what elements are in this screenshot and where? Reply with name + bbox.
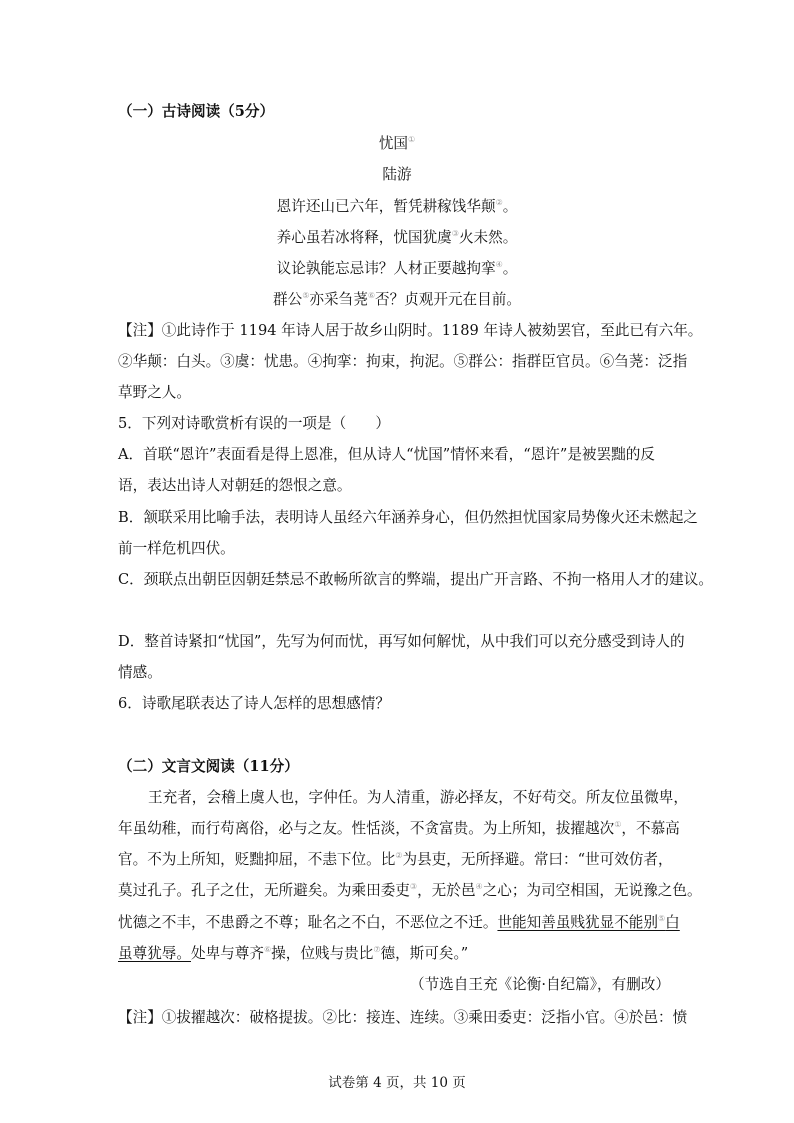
poem-text: 。 (502, 260, 518, 277)
option-c: C．颈联点出朝臣因朝廷禁忌不敢畅所欲言的弊端，提出广开言路、不拘一格用人才的建议。 (118, 571, 713, 588)
footnote-marker: ⑥ (263, 945, 272, 955)
passage-text: 忧德之不丰，不患爵之不尊；耻名之不白，不恶位之不迁。 (118, 914, 498, 931)
passage-line (118, 881, 702, 901)
poem-note: 【注】①此诗作于 1194 年诗人居于故乡山阴时。1189 年诗人被劾罢官，至此已有六年。 (118, 322, 703, 339)
question-5-stem: 5．下列对诗歌赏析有误的一项是（ ） (118, 415, 390, 432)
poem-text: 恩许还山已六年，暂凭耕稼饯华颠 (276, 198, 496, 215)
passage-text: 世能知善虽贱犹显不能别 (497, 914, 658, 931)
footnote-marker: ⑤ (658, 914, 666, 924)
poem-text: 火未然。 (458, 229, 518, 246)
passage-text: 之心；为司空相国，无说豫之色。 (482, 882, 702, 899)
passage-text: 操，位贱与贵比 (271, 945, 374, 962)
section-heading-poetry: （一）古诗阅读（5分） (118, 103, 275, 120)
footnote-marker: ⑥ (367, 291, 375, 301)
question-6: 6．诗歌尾联表达了诗人怎样的思想感情？ (118, 695, 390, 712)
section-heading-classical: （二）文言文阅读（11分） (118, 758, 299, 775)
passage-line (118, 850, 673, 870)
footnote-marker: ④ (475, 882, 483, 892)
poem-title-text: 忧国 (378, 135, 409, 152)
passage-text: 莫过孔子。孔子之仕，无所避矣。为乘田委吏 (118, 882, 410, 899)
poem-author: 陆游 (382, 166, 412, 183)
footnote-marker: ② (395, 851, 403, 861)
page-footer: 试卷第 4 页，共 10 页 (328, 1075, 466, 1091)
option-a: A．首联“恩许”表面看是得上恩准，但从诗人“忧国”情怀来看，“恩许”是被罢黜的反 (118, 446, 655, 463)
footnote-marker: ⑦ (373, 945, 381, 955)
footnote-marker: ③ (409, 882, 418, 892)
option-d: D．整首诗紧扣“忧国”，先写为何而忧，再写如何解忧，从中我们可以充分感受到诗人的 (118, 633, 685, 650)
passage-line (118, 913, 680, 933)
underlined-sentence: 虽尊犹辱。 (118, 945, 191, 962)
footnote-marker: ① (614, 820, 622, 830)
poem-text: 群公 (273, 291, 303, 308)
passage-source: （节选自王充《论衡·自纪篇》，有删改） (409, 976, 670, 993)
footnote-marker: ⑤ (302, 291, 310, 301)
poem-text: 亦采刍荛 (309, 291, 368, 308)
passage-text: ，无於邑 (417, 882, 476, 899)
poem-text: 否？贞观开元在目前。 (374, 291, 521, 308)
passage-line (118, 819, 680, 839)
passage-text: 为县吏，无所择避。常曰：“世可效仿者， (402, 851, 673, 868)
passage-text: 官。不为上所知，贬黜抑屈，不恚下位。比 (118, 851, 396, 868)
passage-text: 处卑与尊齐 (190, 945, 264, 962)
poem-text: 。 (502, 198, 518, 215)
footnote-marker: ④ (495, 260, 503, 270)
poem-note: 草野之人。 (118, 384, 191, 401)
passage-text: 德，斯可矣。” (380, 945, 469, 962)
passage-line (118, 944, 468, 964)
footnote-marker: ① (408, 135, 416, 145)
poem-text: 议论孰能忘忌讳？人材正要越拘挛 (276, 260, 496, 277)
poem-line (0, 259, 794, 279)
poem-line (0, 197, 794, 217)
passage-note: 【注】①拔擢越次：破格提拔。②比：接连、连续。③乘田委吏：泛指小官。④於邑：愤 (118, 1009, 688, 1026)
footnote-marker: ② (495, 198, 503, 208)
option-d-cont: 情感。 (118, 664, 162, 681)
option-b: B．颔联采用比喻手法，表明诗人虽经六年涵养身心，但仍然担忧国家局势像火还未燃起之 (118, 509, 698, 526)
poem-title (0, 134, 794, 154)
poem-line (0, 228, 794, 248)
option-b-cont: 前一样危机四伏。 (118, 540, 235, 557)
poem-note: ②华颠：白头。③虞：忧患。④拘挛：拘束，拘泥。⑤群公：指群臣官员。⑥刍荛：泛指 (118, 353, 688, 370)
footnote-marker: ③ (451, 229, 459, 239)
poem-text: 养心虽若冰将释，忧国犹虞 (276, 229, 452, 246)
passage-line: 王充者，会稽上虞人也，字仲任。为人清重，游必择友，不好苟交。所友位虽微卑， (148, 789, 688, 806)
passage-text: 白 (665, 914, 680, 931)
passage-text: 年虽幼稚，而行苟离俗，必与之友。性恬淡，不贪富贵。为上所知，拔擢越次 (118, 820, 615, 837)
underlined-sentence (497, 914, 679, 931)
poem-line (0, 290, 794, 310)
option-a-cont: 语，表达出诗人对朝廷的怨恨之意。 (118, 477, 352, 494)
passage-text: ，不慕高 (621, 820, 680, 837)
